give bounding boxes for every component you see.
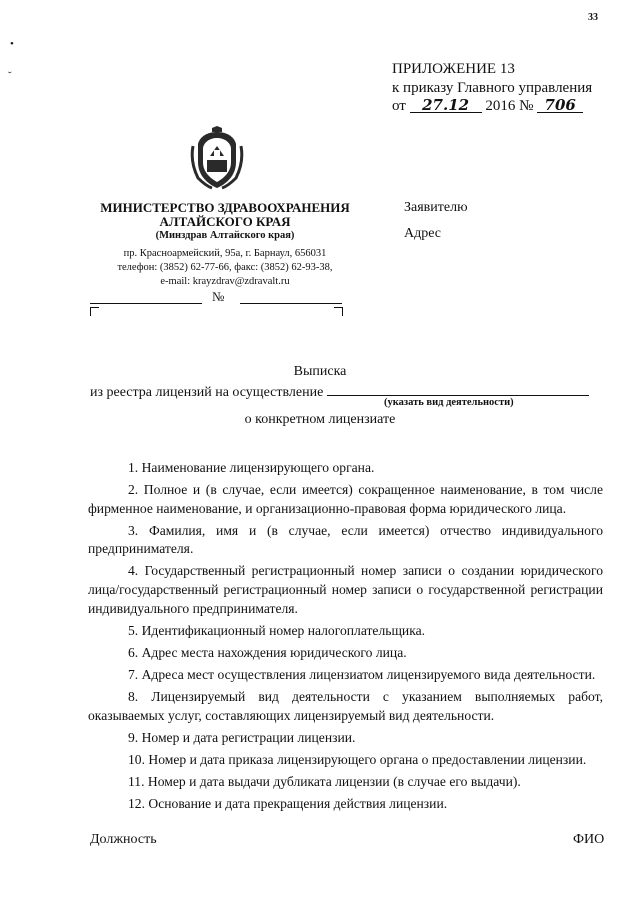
- signature-position: Должность: [90, 832, 157, 847]
- document-line3: о конкретном лицензиате: [244, 412, 396, 427]
- recipient-address: Адрес: [404, 226, 442, 241]
- date-prefix: от: [392, 98, 406, 114]
- appendix-subtitle: к приказу Главного управления: [392, 80, 593, 96]
- corner-bracket-right: [334, 307, 343, 316]
- document-title: Выписка: [293, 364, 347, 379]
- list-item: 10. Номер и дата приказа лицензирующего органа о предоставлении лицензии.: [128, 751, 587, 767]
- ministry-name-line1: МИНИСТЕРСТВО ЗДРАВООХРАНЕНИЯ: [100, 200, 350, 215]
- registry-activity-text: из реестра лицензий на осуществление: [90, 385, 324, 400]
- number-blank: [240, 303, 342, 304]
- appendix-date-line: [392, 96, 583, 115]
- date-blank: [90, 303, 202, 304]
- list-item: 12. Основание и дата прекращения действия лицензии.: [128, 796, 448, 811]
- ministry-phone: телефон: (3852) 62-77-66, факс: (3852) 62-93-38,: [117, 262, 333, 273]
- list-item: 11. Номер и дата выдачи дубликата лицензии (в случае его выдачи).: [128, 773, 521, 789]
- scan-mark: ˘: [8, 70, 12, 82]
- list-item: 9. Номер и дата регистрации лицензии.: [128, 729, 356, 745]
- activity-hint: (указать вид деятельности): [384, 397, 514, 408]
- recipient-applicant: Заявителю: [404, 200, 468, 215]
- list-item: 1. Наименование лицензирующего органа.: [128, 460, 375, 475]
- ministry-email: e-mail: krayzdrav@zdravalt.ru: [160, 276, 290, 287]
- year: 2016: [485, 98, 516, 114]
- corner-bracket-left: [90, 307, 99, 316]
- list-item: 4. Государственный регистрационный номер записи о создании юридического лица/государственный регистрационный номер записи о государственной регистрации индивидуального предпринимателя.: [88, 563, 603, 616]
- ministry-address: пр. Красноармейский, 95а, г. Барнаул, 656031: [123, 248, 327, 259]
- list-item: 2. Полное и (в случае, если имеется) сокращенное наименование, в том числе фирменное наименование, и организационно-правовая форма юридического лица.: [88, 482, 603, 516]
- page-number: 33: [588, 12, 598, 23]
- handwritten-number: 706: [537, 96, 583, 113]
- signature-name: ФИО: [573, 832, 605, 847]
- ministry-short-name: (Минздрав Алтайского края): [155, 230, 295, 241]
- list-item: 8. Лицензируемый вид деятельности с указанием выполняемых работ, оказываемых услуг, составляющих лицензируемый вид деятельности.: [88, 689, 603, 723]
- number-sign: №: [212, 289, 225, 304]
- list-item: 6. Адрес места нахождения юридического лица.: [128, 644, 407, 660]
- handwritten-date: 27.12: [410, 96, 482, 113]
- list-item: 7. Адреса мест осуществления лицензиатом лицензируемого вида деятельности.: [128, 666, 596, 682]
- ministry-name-line2: АЛТАЙСКОГО КРАЯ: [159, 214, 291, 229]
- activity-blank: [327, 381, 589, 396]
- scan-mark: •: [10, 38, 14, 50]
- outgoing-number-line: [90, 291, 342, 315]
- list-item: 3. Фамилия, имя и (в случае, если имеется) отчество индивидуального предпринимателя.: [88, 522, 603, 557]
- requisites-list: [88, 459, 603, 817]
- list-item: 5. Идентификационный номер налогоплательщика.: [128, 622, 426, 638]
- number-prefix: №: [519, 98, 534, 114]
- appendix-title: ПРИЛОЖЕНИЕ 13: [392, 61, 515, 77]
- coat-of-arms-icon: [190, 126, 244, 190]
